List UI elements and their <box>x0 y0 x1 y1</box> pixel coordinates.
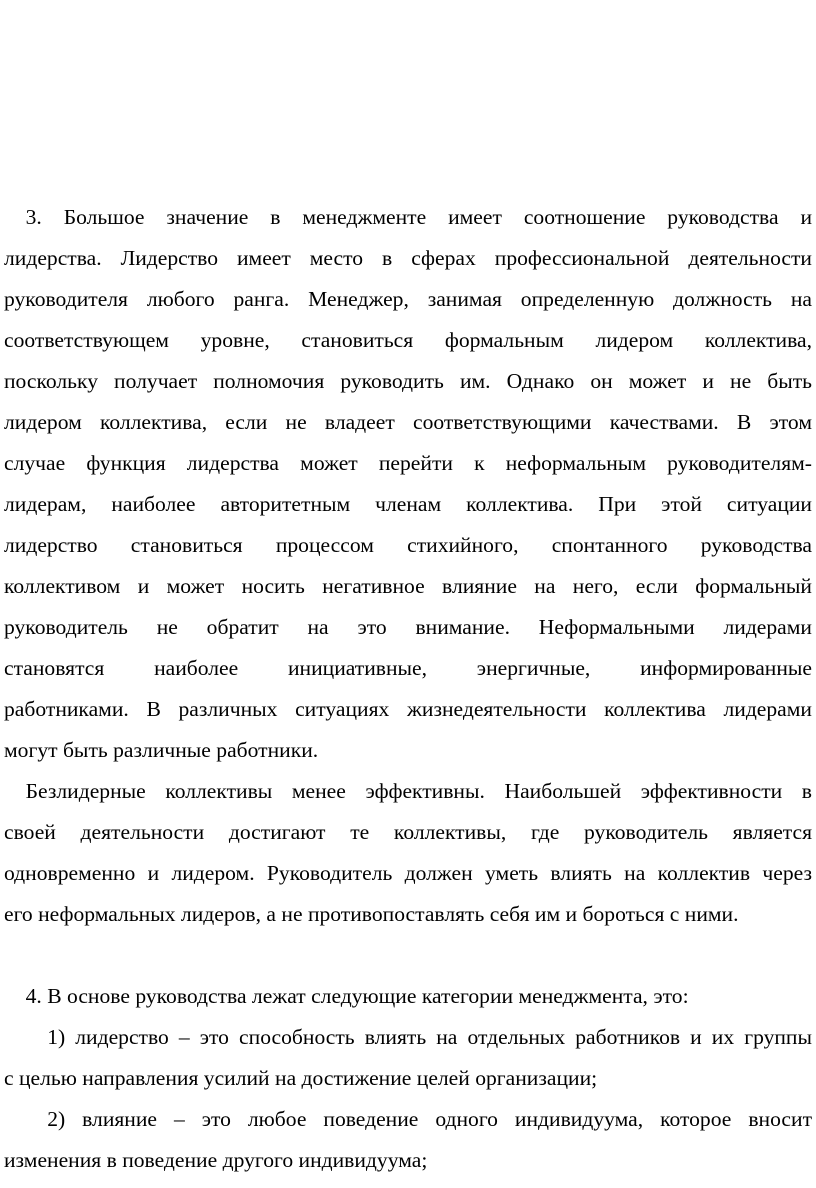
text-line: поскольку получает полномочия руководить им. Однако он может и не быть <box>4 369 812 393</box>
text-line: коллективом и может носить негативное влияние на него, если формальный <box>4 574 812 598</box>
list-item-influence <box>4 1099 812 1181</box>
text-line: становятся наиболее инициативные, энергичные, информированные <box>4 656 812 680</box>
text-line-last: могут быть различные работники. <box>4 738 319 762</box>
text-line-last: его неформальных лидеров, а не противопоставлять себя им и бороться с ними. <box>4 902 739 926</box>
text-line: руководитель не обратит на это внимание. Неформальными лидерами <box>4 615 812 639</box>
paragraph-leaderless <box>4 771 812 935</box>
paragraph-gap <box>4 935 812 976</box>
text-line: соответствующем уровне, становиться формальным лидером коллектива, <box>4 328 812 352</box>
text-line: лидерства. Лидерство имеет место в сферах профессиональной деятельности <box>4 246 812 270</box>
text-line: работниками. В различных ситуациях жизнедеятельности коллектива лидерами <box>4 697 812 721</box>
text-line-last: изменения в поведение другого индивидуума; <box>4 1148 428 1172</box>
text-line: своей деятельности достигают те коллективы, где руководитель является <box>4 820 812 844</box>
text-line: лидерство становиться процессом стихийного, спонтанного руководства <box>4 533 812 557</box>
text-line: лидером коллектива, если не владеет соответствующими качествами. В этом <box>4 410 812 434</box>
text-line: случае функция лидерства может перейти к неформальным руководителям- <box>4 451 812 475</box>
text-line-last: с целью направления усилий на достижение целей организации; <box>4 1066 598 1090</box>
text-line: Безлидерные коллективы менее эффективны. Наибольшей эффективности в <box>25 779 812 803</box>
text-line: руководителя любого ранга. Менеджер, занимая определенную должность на <box>4 287 812 311</box>
paragraph-section-4 <box>4 976 812 1017</box>
text-line: одновременно и лидером. Руководитель должен уметь влиять на коллектив через <box>4 861 812 885</box>
text-line: 2) влияние – это любое поведение одного индивидуума, которое вносит <box>47 1107 812 1131</box>
text-line: 4. В основе руководства лежат следующие категории менеджмента, это: <box>25 984 689 1008</box>
list-item-leadership <box>4 1017 812 1099</box>
text-line: лидерам, наиболее авторитетным членам коллектива. При этой ситуации <box>4 492 812 516</box>
document-page <box>4 197 812 1181</box>
text-line: 1) лидерство – это способность влиять на отдельных работников и их группы <box>47 1025 812 1049</box>
paragraph-section-3 <box>4 197 812 771</box>
text-line: 3. Большое значение в менеджменте имеет соотношение руководства и <box>25 205 812 229</box>
